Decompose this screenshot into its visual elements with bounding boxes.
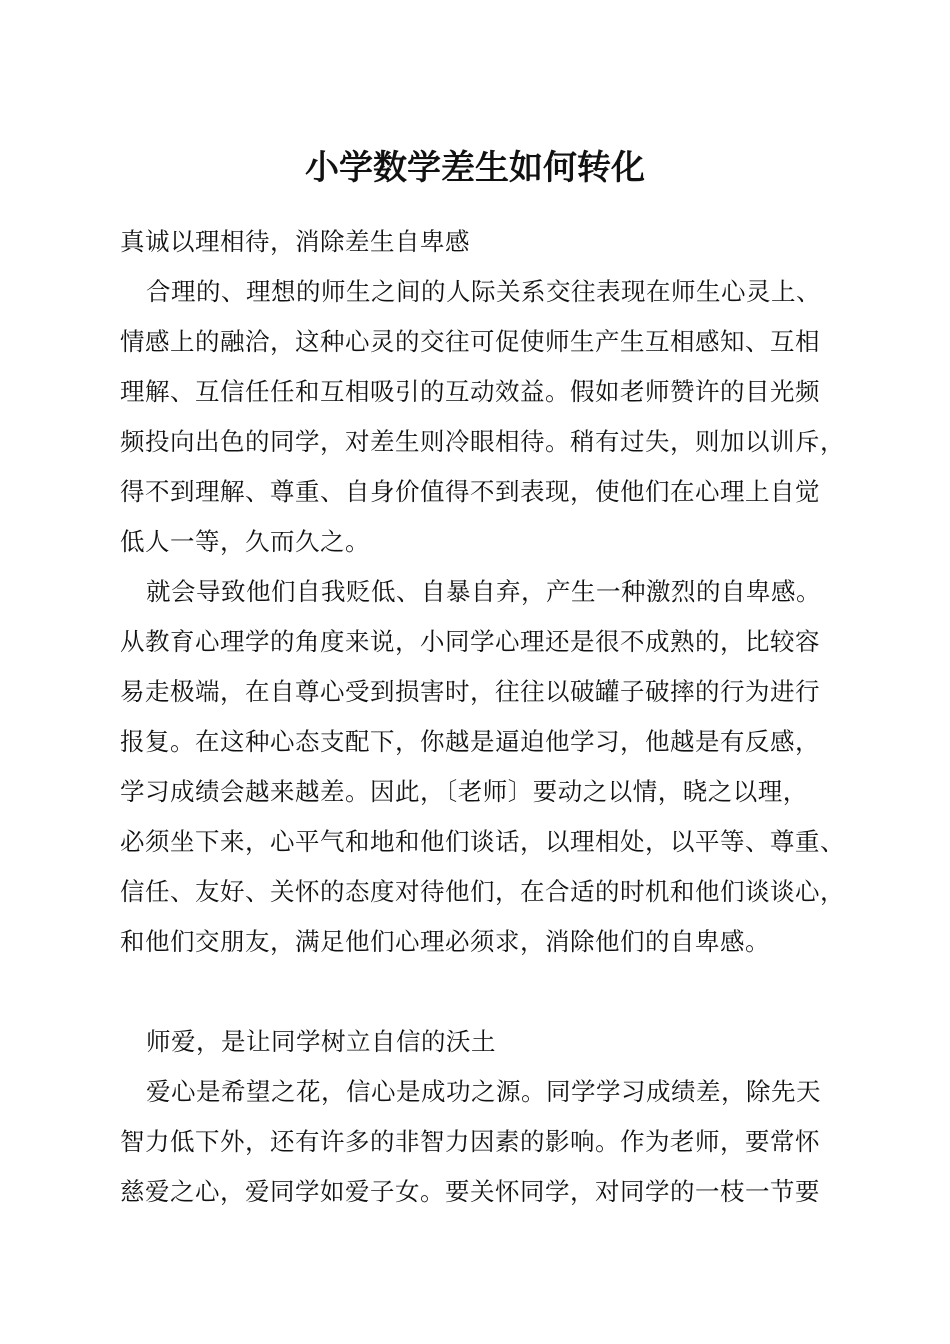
paragraph-line: 低人一等，久而久之。 (120, 527, 370, 556)
paragraph-line: 从教育心理学的角度来说，小同学心理还是很不成熟的，比较容 (120, 627, 820, 656)
section-heading: 师爱，是让同学树立自信的沃土 (146, 1027, 496, 1056)
paragraph-line: 信任、友好、关怀的态度对待他们，在合适的时机和他们谈谈心， (120, 877, 845, 906)
paragraph-line: 得不到理解、尊重、自身价值得不到表现，使他们在心理上自觉 (120, 477, 820, 506)
paragraph-line: 学习成绩会越来越差。因此，〔老师〕要动之以情，晓之以理， (120, 777, 808, 806)
document-title: 小学数学差生如何转化 (305, 148, 645, 188)
paragraph-line: 理解、互信任任和互相吸引的互动效益。假如老师赞许的目光频 (120, 377, 820, 406)
paragraph-line: 智力低下外，还有许多的非智力因素的影响。作为老师，要常怀 (120, 1127, 820, 1156)
section-heading: 真诚以理相待，消除差生自卑感 (120, 227, 470, 256)
paragraph-line: 报复。在这种心态支配下，你越是逼迫他学习，他越是有反感， (120, 727, 820, 756)
paragraph-line: 和他们交朋友，满足他们心理必须求，消除他们的自卑感。 (120, 927, 770, 956)
paragraph-line: 爱心是希望之花，信心是成功之源。同学学习成绩差，除先天 (146, 1077, 821, 1106)
paragraph-line: 频投向出色的同学，对差生则冷眼相待。稍有过失，则加以训斥， (120, 427, 845, 456)
paragraph-line: 必须坐下来，心平气和地和他们谈话，以理相处，以平等、尊重、 (120, 827, 845, 856)
paragraph-line: 情感上的融洽，这种心灵的交往可促使师生产生互相感知、互相 (120, 327, 820, 356)
paragraph-line: 易走极端，在自尊心受到损害时，往往以破罐子破摔的行为进行 (120, 677, 820, 706)
paragraph-line: 就会导致他们自我贬低、自暴自弃，产生一种激烈的自卑感。 (146, 577, 821, 606)
paragraph-line: 合理的、理想的师生之间的人际关系交往表现在师生心灵上、 (146, 277, 821, 306)
paragraph-line: 慈爱之心，爱同学如爱子女。要关怀同学，对同学的一枝一节要 (120, 1177, 820, 1206)
